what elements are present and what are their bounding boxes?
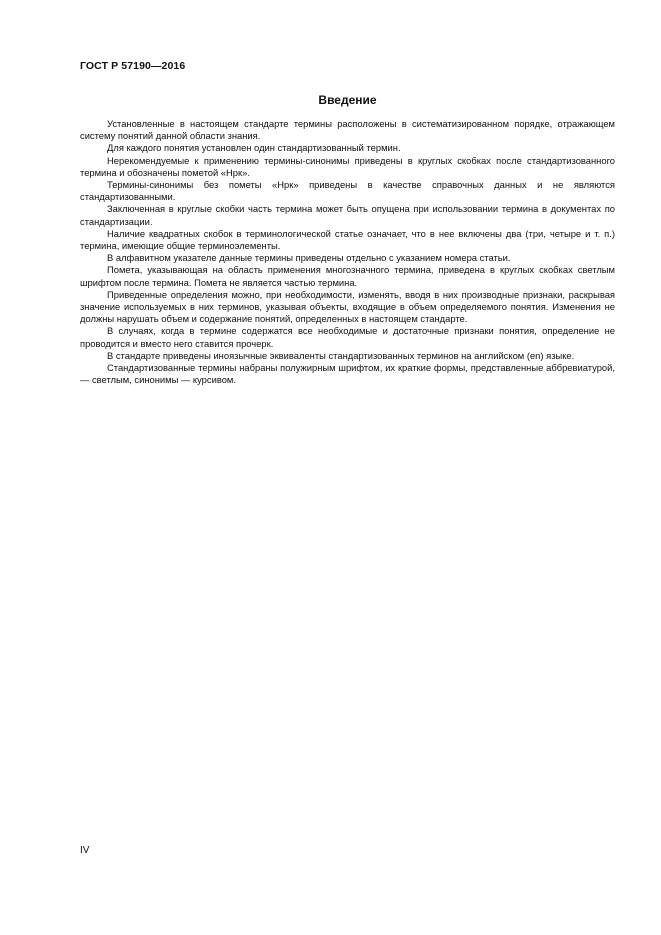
paragraph: Для каждого понятия установлен один стандартизованный термин.	[107, 142, 401, 154]
paragraph: Наличие квадратных скобок в терминологической статье означает, что в нее включены два (три, четыре и т. п.) термина, имеющие общие терминоэлементы.	[80, 227, 615, 252]
introduction-body	[80, 118, 615, 386]
page-number: IV	[80, 845, 90, 856]
paragraph: В случаях, когда в термине содержатся все необходимые и достаточные признаки понятия, определение не проводится и вместо него ставится прочерк.	[80, 325, 615, 349]
paragraph: В алфавитном указателе данные термины приведены отдельно с указанием номера статьи.	[107, 252, 511, 264]
paragraph: Приведенные определения можно, при необходимости, изменять, вводя в них производные признаки, раскрывая значение используемых в них терминов, указывая объекты, входящие в объем определяемого понятия. Изменения не должны нарушать объем и содержание понятий, определенных в настоящем стандарте.	[80, 288, 615, 325]
section-title: Введение	[318, 93, 377, 107]
paragraph: Стандартизованные термины набраны полужирным шрифтом, их краткие формы, представленные аббревиатурой, — светлым, синонимы — курсивом.	[80, 362, 615, 386]
document-header: ГОСТ Р 57190—2016	[80, 60, 186, 72]
paragraph: В стандарте приведены иноязычные эквиваленты стандартизованных терминов на английском (en) языке.	[107, 349, 575, 361]
paragraph: Помета, указывающая на область применения многозначного термина, приведена в круглых скобках светлым шрифтом после термина. Помета не является частью термина.	[80, 264, 615, 288]
paragraph: Заключенная в круглые скобки часть термина может быть опущена при использовании термина в документах по стандартизации.	[80, 203, 615, 227]
paragraph: Установленные в настоящем стандарте термины расположены в систематизированном порядке, отражающем систему понятий данной области знания.	[80, 118, 615, 142]
paragraph: Термины-синонимы без пометы «Нрк» приведены в качестве справочных данных и не являются стандартизованными.	[80, 179, 615, 203]
paragraph: Нерекомендуемые к применению термины-синонимы приведены в круглых скобках после стандартизованного термина и обозначены пометой «Нрк».	[80, 154, 615, 178]
